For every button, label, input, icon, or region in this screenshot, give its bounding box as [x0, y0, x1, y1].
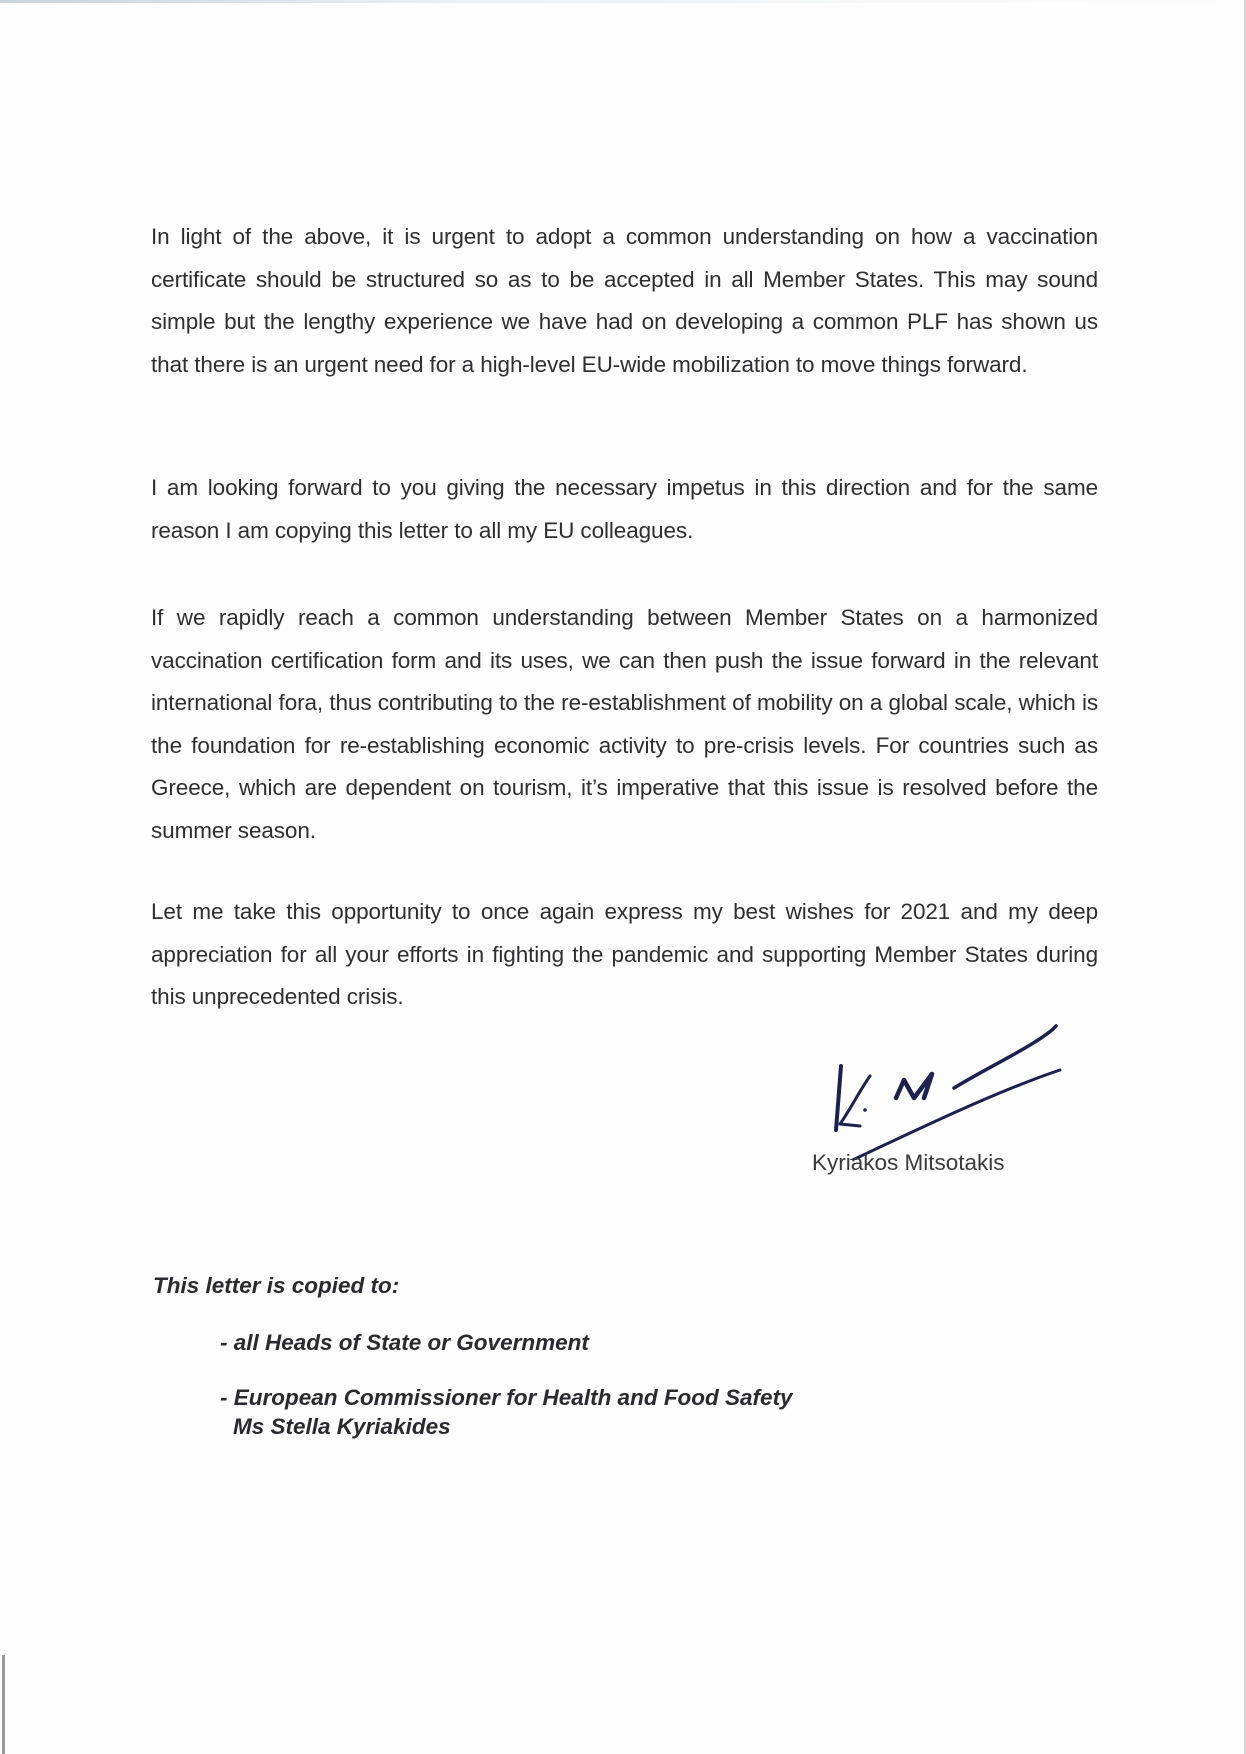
- signer-name: Kyriakos Mitsotakis: [812, 1150, 1005, 1175]
- cc-item-recipient-name: Ms Stella Kyriakides: [233, 1414, 451, 1439]
- scan-edge-top: [0, 0, 1246, 3]
- cc-item-line: - European Commissioner for Health and Food Safety: [220, 1385, 793, 1410]
- paragraph-best-wishes: Let me take this opportunity to once again express my best wishes for 2021 and my deep appreciation for all your efforts in fighting the pandemic and supporting Member States during this unprecedented crisis.: [151, 899, 1098, 1009]
- cc-item-heads-of-state: [220, 1328, 589, 1357]
- signature-icon: [820, 1010, 1080, 1160]
- paragraph-impetus: I am looking forward to you giving the necessary impetus in this direction and for the same reason I am copying this letter to all my EU colleagues.: [151, 475, 1098, 543]
- cc-item-commissioner: [220, 1383, 793, 1441]
- cc-heading: This letter is copied to:: [153, 1273, 400, 1298]
- cc-item-line: - all Heads of State or Government: [220, 1330, 589, 1355]
- handwritten-signature: [820, 1010, 1080, 1160]
- paragraph-harmonized-form: If we rapidly reach a common understanding between Member States on a harmonized vaccination certification form and its uses, we can then push the issue forward in the relevant international fora, thus contributing to the re-establishment of mobility on a global scale, which is the foundation for re-establishing economic activity to pre-crisis levels. For countries such as Greece, which are dependent on tourism, it’s imperative that this issue is resolved before the summer season.: [151, 605, 1098, 843]
- scan-edge-left: [2, 1655, 5, 1754]
- paragraph-vaccination-certificate: In light of the above, it is urgent to adopt a common understanding on how a vaccination certificate should be structured so as to be accepted in all Member States. This may sound simple but the lengthy experience we have had on developing a common PLF has shown us that there is an urgent need for a high-level EU-wide mobilization to move things forward.: [151, 224, 1098, 377]
